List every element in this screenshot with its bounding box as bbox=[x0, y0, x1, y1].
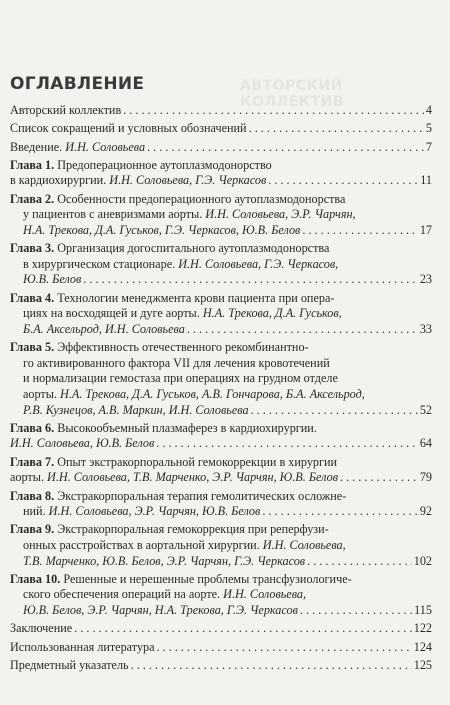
dot-leader bbox=[251, 403, 418, 419]
entry-title: Заключение bbox=[10, 621, 73, 636]
page-number: 125 bbox=[413, 657, 432, 672]
entry-title-cont: ний. bbox=[23, 504, 46, 519]
entry-title-cont: в кардиохирургии. bbox=[10, 173, 107, 188]
page-number: 115 bbox=[414, 603, 432, 618]
dot-leader bbox=[187, 322, 418, 338]
page-number: 23 bbox=[419, 272, 432, 287]
entry-authors-cont: Б.А. Аксельрод, И.Н. Соловьева bbox=[23, 321, 185, 336]
dot-leader bbox=[83, 272, 418, 288]
toc-entry-chapter-7[interactable] bbox=[10, 455, 432, 486]
entry-title: Список сокращений и условных обозначений bbox=[10, 121, 247, 136]
entry-authors: И.Н. Соловьева, Э.Р. Чарчян, Ю.В. Белов bbox=[48, 504, 261, 519]
entry-title: Решенные и нерешенные проблемы трансфузиологиче- bbox=[63, 571, 352, 586]
dot-leader bbox=[147, 140, 424, 156]
toc-entry-chapter-1[interactable] bbox=[10, 158, 432, 189]
entry-title-cont: ского обеспечения операций на аорте. bbox=[23, 587, 221, 602]
chapter-label: Глава 9. bbox=[10, 522, 55, 537]
entry-authors-cont: Ю.В. Белов, Э.Р. Чарчян, Н.А. Трекова, Г.Э. Черкасов bbox=[23, 603, 298, 618]
entry-authors: И.Н. Соловьева bbox=[65, 139, 146, 154]
toc-entry-abbreviations[interactable] bbox=[10, 121, 432, 137]
chapter-label: Глава 8. bbox=[10, 488, 55, 503]
entry-authors-cont: Р.В. Кузнецов, А.В. Маркин, И.Н. Соловьева bbox=[23, 402, 249, 417]
entry-authors: Н.А. Трекова, Д.А. Гуськов, А.В. Гончарова, Б.А. Аксельрод, bbox=[60, 386, 365, 401]
toc-entry-chapter-3[interactable] bbox=[10, 241, 432, 288]
entry-authors-cont: Н.А. Трекова, Д.А. Гуськов, Г.Э. Черкасов, Ю.В. Белов bbox=[23, 222, 301, 237]
page-number: 102 bbox=[413, 553, 432, 568]
toc-entry-chapter-10[interactable] bbox=[10, 572, 432, 619]
dot-leader bbox=[131, 658, 412, 674]
toc-entry-introduction[interactable] bbox=[10, 140, 432, 156]
entry-authors: И.Н. Соловьева, bbox=[223, 587, 307, 602]
entry-title-cont: в хирургическом стационаре. bbox=[23, 256, 176, 271]
toc-entry-chapter-9[interactable] bbox=[10, 522, 432, 569]
chapter-label: Глава 6. bbox=[10, 420, 55, 435]
entry-title: Экстракорпоральная терапия гемолитических осложне- bbox=[57, 488, 347, 503]
entry-title: Введение. bbox=[10, 139, 63, 154]
chapter-label: Глава 3. bbox=[10, 241, 55, 256]
entry-authors-cont: Ю.В. Белов bbox=[23, 272, 82, 287]
toc-entry-chapter-2[interactable] bbox=[10, 192, 432, 239]
toc-entry-chapter-8[interactable] bbox=[10, 489, 432, 520]
table-of-contents bbox=[10, 103, 432, 676]
chapter-label: Глава 7. bbox=[10, 454, 55, 469]
chapter-label: Глава 2. bbox=[10, 191, 55, 206]
entry-title-cont: у пациентов с аневризмами аорты. bbox=[23, 207, 203, 222]
entry-authors: И.Н. Соловьева, Э.Р. Чарчян, bbox=[205, 207, 356, 222]
entry-title: Экстракорпоральная гемокоррекция при реперфузи- bbox=[57, 522, 329, 537]
dot-leader bbox=[302, 223, 417, 239]
entry-authors: И.Н. Соловьева, bbox=[262, 538, 346, 552]
show-through-header: АВТОРСКИЙ КОЛЛЕКТИВ bbox=[240, 78, 345, 110]
page-number: 122 bbox=[413, 621, 432, 636]
entry-authors: И.Н. Соловьева, Ю.В. Белов bbox=[10, 436, 155, 451]
page-number: 5 bbox=[425, 121, 432, 136]
page-number: 7 bbox=[425, 139, 432, 154]
dot-leader bbox=[156, 436, 418, 452]
entry-title: Опыт экстракорпоральной гемокоррекции в хирургии bbox=[57, 454, 338, 469]
page-number: 92 bbox=[419, 504, 432, 519]
entry-title: Предоперационное аутоплазмодонорство bbox=[57, 157, 272, 172]
entry-title-cont: онных расстройствах в аортальной хирургии. bbox=[23, 538, 260, 552]
entry-title: Организация догоспитального аутоплазмодонорства bbox=[57, 241, 330, 256]
toc-entry-conclusion[interactable] bbox=[10, 621, 432, 637]
page-number: 11 bbox=[420, 173, 432, 188]
page-number: 124 bbox=[413, 639, 432, 654]
entry-authors: И.Н. Соловьева, Т.В. Марченко, Э.Р. Чарчян, Ю.В. Белов bbox=[47, 470, 338, 485]
entry-title: Технологии менеджмента крови пациента при опера- bbox=[57, 290, 335, 305]
entry-title: Авторский коллектив bbox=[10, 103, 122, 117]
dot-leader bbox=[157, 640, 412, 656]
chapter-label: Глава 1. bbox=[10, 157, 55, 172]
entry-authors-cont: Т.В. Марченко, Ю.В. Белов, Э.Р. Чарчян, Г.Э. Черкасов bbox=[23, 553, 306, 568]
toc-entry-references[interactable] bbox=[10, 640, 432, 656]
dot-leader bbox=[307, 554, 412, 570]
chapter-label: Глава 4. bbox=[10, 290, 55, 305]
page-number: 33 bbox=[419, 321, 432, 336]
dot-leader bbox=[249, 121, 424, 137]
entry-title: Использованная литература bbox=[10, 639, 155, 654]
dot-leader bbox=[268, 173, 418, 189]
page-number: 64 bbox=[419, 436, 432, 451]
toc-entry-chapter-5[interactable] bbox=[10, 340, 432, 418]
dot-leader bbox=[74, 621, 412, 637]
entry-authors: Н.А. Трекова, Д.А. Гуськов, bbox=[202, 306, 342, 321]
entry-title-cont: аорты. bbox=[23, 386, 57, 401]
toc-entry-chapter-4[interactable] bbox=[10, 291, 432, 338]
entry-title-cont: и нормализации гемостаза при операциях на грудном отделе bbox=[23, 371, 338, 386]
entry-title: Высокообъемный плазмаферез в кардиохирургии. bbox=[57, 420, 317, 435]
entry-title-cont: циях на восходящей и дуге аорты. bbox=[23, 306, 200, 321]
chapter-label: Глава 10. bbox=[10, 571, 61, 586]
entry-authors: И.Н. Соловьева, Г.Э. Черкасов bbox=[109, 173, 267, 188]
page-number: 52 bbox=[419, 402, 432, 417]
toc-entry-authors[interactable] bbox=[10, 103, 432, 119]
entry-title-cont: го активированного фактора VII для лечения кровотечений bbox=[23, 355, 330, 370]
page-number: 79 bbox=[419, 470, 432, 485]
entry-title-cont: аорты. bbox=[10, 470, 44, 485]
dot-leader bbox=[123, 103, 424, 119]
dot-leader bbox=[300, 603, 412, 619]
toc-entry-index[interactable] bbox=[10, 658, 432, 674]
toc-heading: ОГЛАВЛЕНИЕ bbox=[10, 74, 145, 94]
dot-leader bbox=[262, 504, 418, 520]
page-number: 4 bbox=[425, 103, 432, 117]
entry-title: Эффективность отечественного рекомбинантно- bbox=[57, 340, 309, 355]
entry-title: Предметный указатель bbox=[10, 657, 129, 672]
entry-title: Особенности предоперационного аутоплазмодонорства bbox=[57, 191, 346, 206]
page-number: 17 bbox=[419, 222, 432, 237]
entry-authors: И.Н. Соловьева, Г.Э. Черкасов, bbox=[178, 256, 339, 271]
dot-leader bbox=[340, 470, 418, 486]
chapter-label: Глава 5. bbox=[10, 340, 55, 355]
toc-entry-chapter-6[interactable] bbox=[10, 421, 432, 452]
